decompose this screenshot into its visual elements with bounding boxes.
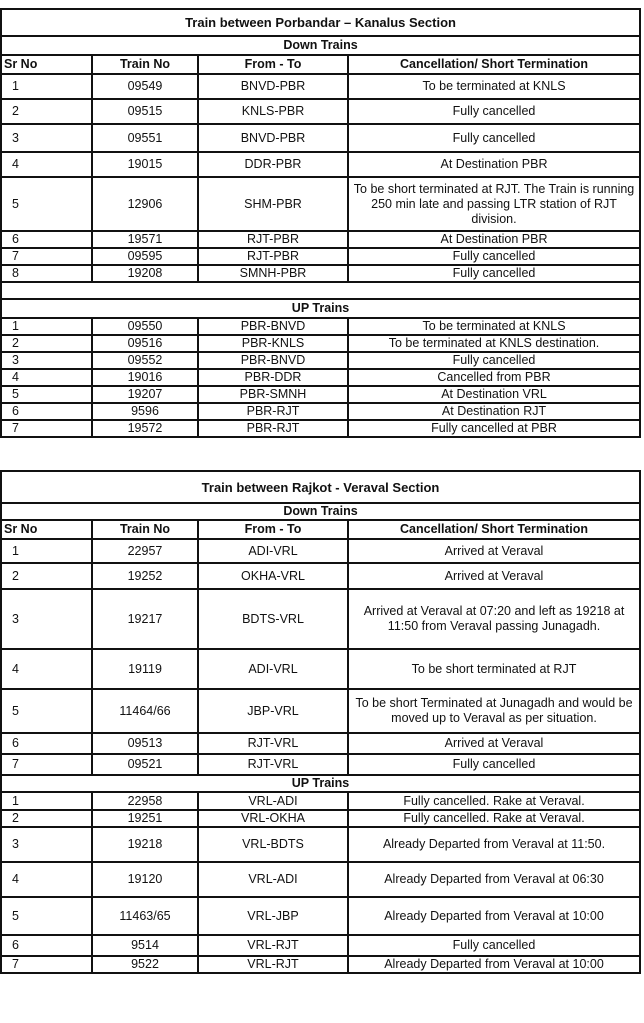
status-cell: Fully cancelled bbox=[348, 124, 640, 152]
status-cell: Fully cancelled bbox=[348, 935, 640, 956]
train-no-cell: 19208 bbox=[92, 265, 198, 282]
up-trains-label: UP Trains bbox=[1, 775, 640, 792]
spacer-cell bbox=[1, 282, 640, 299]
table-row bbox=[1, 827, 640, 862]
table-row bbox=[1, 689, 640, 733]
status-cell: Already Departed from Veraval at 10:00 bbox=[348, 956, 640, 973]
table-row bbox=[1, 74, 640, 99]
porbandar-kanalus-table bbox=[0, 8, 641, 438]
status-cell: To be terminated at KNLS destination. bbox=[348, 335, 640, 352]
sr-no-cell: 3 bbox=[1, 352, 92, 369]
status-cell: Fully cancelled bbox=[348, 99, 640, 124]
sr-no-cell: 1 bbox=[1, 539, 92, 563]
sr-no-cell: 5 bbox=[1, 386, 92, 403]
sr-no-cell: 6 bbox=[1, 403, 92, 420]
train-no-cell: 09516 bbox=[92, 335, 198, 352]
route-cell: BNVD-PBR bbox=[198, 124, 348, 152]
sr-no-cell: 2 bbox=[1, 335, 92, 352]
status-cell: To be short terminated at RJT bbox=[348, 649, 640, 689]
sr-no-cell: 8 bbox=[1, 265, 92, 282]
train-no-cell: 19119 bbox=[92, 649, 198, 689]
train-no-cell: 19572 bbox=[92, 420, 198, 437]
train-no-cell: 11464/66 bbox=[92, 689, 198, 733]
col-from-to-header: From - To bbox=[198, 520, 348, 539]
sr-no-cell: 3 bbox=[1, 589, 92, 649]
train-no-cell: 09515 bbox=[92, 99, 198, 124]
route-cell: SHM-PBR bbox=[198, 177, 348, 231]
status-cell: To be short Terminated at Junagadh and would be moved up to Veraval as per situation. bbox=[348, 689, 640, 733]
route-cell: RJT-VRL bbox=[198, 754, 348, 775]
route-cell: VRL-RJT bbox=[198, 956, 348, 973]
status-cell: Fully cancelled bbox=[348, 265, 640, 282]
table-row bbox=[1, 733, 640, 754]
table-row bbox=[1, 369, 640, 386]
status-cell: To be short terminated at RJT. The Train is running 250 min late and passing LTR station of RJT division. bbox=[348, 177, 640, 231]
train-no-cell: 19252 bbox=[92, 563, 198, 589]
route-cell: PBR-RJT bbox=[198, 403, 348, 420]
status-cell: Fully cancelled bbox=[348, 352, 640, 369]
table-row bbox=[1, 318, 640, 335]
sr-no-cell: 3 bbox=[1, 124, 92, 152]
table-row bbox=[1, 177, 640, 231]
sr-no-cell: 2 bbox=[1, 810, 92, 827]
table-row bbox=[1, 386, 640, 403]
route-cell: RJT-PBR bbox=[198, 231, 348, 248]
route-cell: VRL-JBP bbox=[198, 897, 348, 935]
table-row bbox=[1, 754, 640, 775]
status-cell: At Destination RJT bbox=[348, 403, 640, 420]
status-cell: At Destination PBR bbox=[348, 231, 640, 248]
table-row bbox=[1, 563, 640, 589]
table-row bbox=[1, 335, 640, 352]
table-row bbox=[1, 792, 640, 810]
status-cell: Fully cancelled. Rake at Veraval. bbox=[348, 810, 640, 827]
train-no-cell: 19015 bbox=[92, 152, 198, 177]
route-cell: PBR-DDR bbox=[198, 369, 348, 386]
train-no-cell: 19251 bbox=[92, 810, 198, 827]
train-no-cell: 09521 bbox=[92, 754, 198, 775]
route-cell: VRL-RJT bbox=[198, 935, 348, 956]
status-cell: Already Departed from Veraval at 11:50. bbox=[348, 827, 640, 862]
table-row bbox=[1, 152, 640, 177]
route-cell: ADI-VRL bbox=[198, 539, 348, 563]
sr-no-cell: 4 bbox=[1, 649, 92, 689]
sr-no-cell: 7 bbox=[1, 754, 92, 775]
col-sr-no-header: Sr No bbox=[1, 55, 92, 74]
sr-no-cell: 1 bbox=[1, 318, 92, 335]
sr-no-cell: 1 bbox=[1, 792, 92, 810]
table-row bbox=[1, 124, 640, 152]
sr-no-cell: 7 bbox=[1, 248, 92, 265]
train-no-cell: 19571 bbox=[92, 231, 198, 248]
section-title: Train between Porbandar – Kanalus Section bbox=[1, 9, 640, 36]
col-train-no-header: Train No bbox=[92, 55, 198, 74]
col-train-no-header: Train No bbox=[92, 520, 198, 539]
route-cell: VRL-OKHA bbox=[198, 810, 348, 827]
route-cell: PBR-BNVD bbox=[198, 318, 348, 335]
status-cell: Cancelled from PBR bbox=[348, 369, 640, 386]
train-no-cell: 22958 bbox=[92, 792, 198, 810]
rajkot-veraval-table bbox=[0, 470, 641, 974]
sr-no-cell: 5 bbox=[1, 177, 92, 231]
route-cell: PBR-SMNH bbox=[198, 386, 348, 403]
section-title-row bbox=[1, 9, 640, 36]
status-cell: At Destination VRL bbox=[348, 386, 640, 403]
down-trains-group-row bbox=[1, 36, 640, 55]
section-title: Train between Rajkot - Veraval Section bbox=[1, 471, 640, 503]
status-cell: Arrived at Veraval bbox=[348, 539, 640, 563]
status-cell: At Destination PBR bbox=[348, 152, 640, 177]
col-from-to-header: From - To bbox=[198, 55, 348, 74]
route-cell: JBP-VRL bbox=[198, 689, 348, 733]
status-cell: Fully cancelled. Rake at Veraval. bbox=[348, 792, 640, 810]
col-sr-no-header: Sr No bbox=[1, 520, 92, 539]
train-no-cell: 9522 bbox=[92, 956, 198, 973]
up-trains-label: UP Trains bbox=[1, 299, 640, 318]
status-cell: Arrived at Veraval bbox=[348, 733, 640, 754]
table-row bbox=[1, 589, 640, 649]
status-cell: Fully cancelled at PBR bbox=[348, 420, 640, 437]
status-cell: Already Departed from Veraval at 10:00 bbox=[348, 897, 640, 935]
table-row bbox=[1, 99, 640, 124]
train-no-cell: 19218 bbox=[92, 827, 198, 862]
route-cell: KNLS-PBR bbox=[198, 99, 348, 124]
table-row bbox=[1, 248, 640, 265]
sr-no-cell: 2 bbox=[1, 99, 92, 124]
train-no-cell: 09513 bbox=[92, 733, 198, 754]
route-cell: PBR-BNVD bbox=[198, 352, 348, 369]
route-cell: BNVD-PBR bbox=[198, 74, 348, 99]
sr-no-cell: 2 bbox=[1, 563, 92, 589]
table-row bbox=[1, 403, 640, 420]
table-row bbox=[1, 810, 640, 827]
col-status-header: Cancellation/ Short Termination bbox=[348, 55, 640, 74]
train-no-cell: 11463/65 bbox=[92, 897, 198, 935]
status-cell: To be terminated at KNLS bbox=[348, 74, 640, 99]
column-header-row bbox=[1, 520, 640, 539]
up-trains-group-row bbox=[1, 775, 640, 792]
train-no-cell: 12906 bbox=[92, 177, 198, 231]
train-no-cell: 09549 bbox=[92, 74, 198, 99]
route-cell: PBR-KNLS bbox=[198, 335, 348, 352]
route-cell: VRL-ADI bbox=[198, 862, 348, 897]
sr-no-cell: 7 bbox=[1, 956, 92, 973]
route-cell: BDTS-VRL bbox=[198, 589, 348, 649]
route-cell: RJT-PBR bbox=[198, 248, 348, 265]
spacer-row bbox=[1, 282, 640, 299]
status-cell: Fully cancelled bbox=[348, 754, 640, 775]
up-trains-group-row bbox=[1, 299, 640, 318]
sr-no-cell: 6 bbox=[1, 733, 92, 754]
sr-no-cell: 6 bbox=[1, 935, 92, 956]
train-no-cell: 19217 bbox=[92, 589, 198, 649]
sr-no-cell: 5 bbox=[1, 689, 92, 733]
route-cell: OKHA-VRL bbox=[198, 563, 348, 589]
route-cell: RJT-VRL bbox=[198, 733, 348, 754]
sr-no-cell: 4 bbox=[1, 152, 92, 177]
table-row bbox=[1, 352, 640, 369]
status-cell: Fully cancelled bbox=[348, 248, 640, 265]
sr-no-cell: 4 bbox=[1, 862, 92, 897]
table-row bbox=[1, 862, 640, 897]
col-status-header: Cancellation/ Short Termination bbox=[348, 520, 640, 539]
down-trains-label: Down Trains bbox=[1, 503, 640, 520]
sr-no-cell: 5 bbox=[1, 897, 92, 935]
sr-no-cell: 4 bbox=[1, 369, 92, 386]
status-cell: Already Departed from Veraval at 06:30 bbox=[348, 862, 640, 897]
train-no-cell: 09552 bbox=[92, 352, 198, 369]
down-trains-group-row bbox=[1, 503, 640, 520]
sr-no-cell: 1 bbox=[1, 74, 92, 99]
train-no-cell: 09551 bbox=[92, 124, 198, 152]
route-cell: VRL-BDTS bbox=[198, 827, 348, 862]
sr-no-cell: 7 bbox=[1, 420, 92, 437]
train-no-cell: 22957 bbox=[92, 539, 198, 563]
sr-no-cell: 6 bbox=[1, 231, 92, 248]
train-no-cell: 09595 bbox=[92, 248, 198, 265]
train-no-cell: 9596 bbox=[92, 403, 198, 420]
table-row bbox=[1, 649, 640, 689]
table-row bbox=[1, 956, 640, 973]
table-row bbox=[1, 539, 640, 563]
train-no-cell: 9514 bbox=[92, 935, 198, 956]
train-no-cell: 19016 bbox=[92, 369, 198, 386]
route-cell: PBR-RJT bbox=[198, 420, 348, 437]
status-cell: Arrived at Veraval bbox=[348, 563, 640, 589]
route-cell: DDR-PBR bbox=[198, 152, 348, 177]
table-row bbox=[1, 420, 640, 437]
train-no-cell: 19207 bbox=[92, 386, 198, 403]
section-title-row bbox=[1, 471, 640, 503]
column-header-row bbox=[1, 55, 640, 74]
status-cell: Arrived at Veraval at 07:20 and left as 19218 at 11:50 from Veraval passing Junagadh. bbox=[348, 589, 640, 649]
train-no-cell: 09550 bbox=[92, 318, 198, 335]
sr-no-cell: 3 bbox=[1, 827, 92, 862]
train-no-cell: 19120 bbox=[92, 862, 198, 897]
table-row bbox=[1, 897, 640, 935]
table-row bbox=[1, 935, 640, 956]
route-cell: ADI-VRL bbox=[198, 649, 348, 689]
table-row bbox=[1, 265, 640, 282]
down-trains-label: Down Trains bbox=[1, 36, 640, 55]
route-cell: SMNH-PBR bbox=[198, 265, 348, 282]
route-cell: VRL-ADI bbox=[198, 792, 348, 810]
status-cell: To be terminated at KNLS bbox=[348, 318, 640, 335]
table-row bbox=[1, 231, 640, 248]
